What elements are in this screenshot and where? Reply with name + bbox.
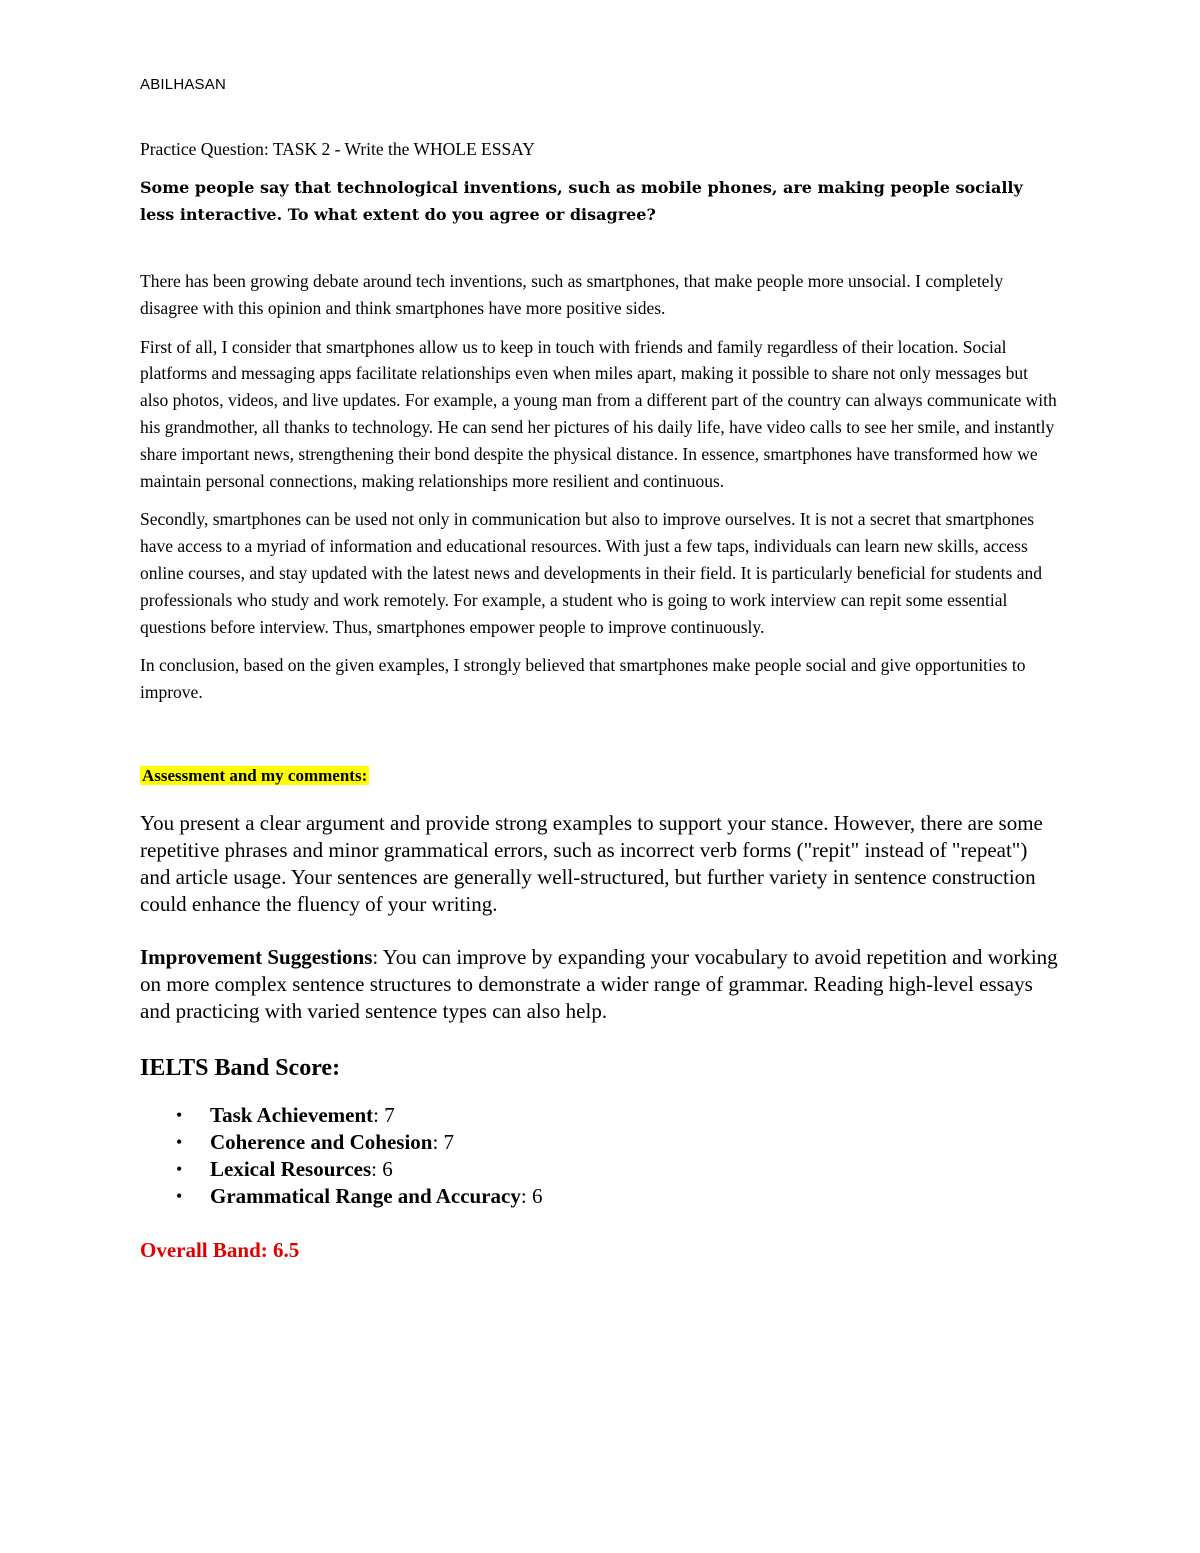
practice-question: Practice Question: TASK 2 - Write the WHOLE ESSAY — [140, 139, 535, 159]
essay-prompt: Some people say that technological inventions, such as mobile phones, are making people socially less interactive. To what extent do you agree or disagree? — [140, 178, 1023, 224]
bullet-icon: • — [176, 1185, 183, 1206]
essay-paragraph: First of all, I consider that smartphones allow us to keep in touch with friends and family regardless of their location. Social platforms and messaging apps facilitate relationships even when miles apart, making it possible to share not only messages but also photos, videos, and live updates. For example, a young man from a different part of the country can always communicate with his grandmother, all thanks to technology. He can send her pictures of his daily life, have video calls to see her smile, and instantly share important news, strengthening their bond despite the physical distance. In essence, smartphones have transformed how we maintain personal connections, making relationships more resilient and continuous. — [140, 336, 1057, 491]
bullet-icon: • — [176, 1158, 183, 1179]
criterion-score: : 6 — [371, 1156, 393, 1181]
assessment-comment: You present a clear argument and provide strong examples to support your stance. However, there are some repetitive phrases and minor grammatical errors, such as incorrect verb forms ("repit" instead of "repeat") and article usage. Your sentences are generally well-structured, but further variety in sentence construction could enhance the fluency of your writing. — [140, 810, 1043, 916]
criterion-score: : 7 — [373, 1102, 395, 1127]
essay-paragraph: In conclusion, based on the given examples, I strongly believed that smartphones make people social and give opportunities to improve. — [140, 655, 1026, 703]
band-score-item — [140, 1102, 1060, 1129]
criterion-label: Grammatical Range and Accuracy — [210, 1183, 521, 1208]
criterion-label: Lexical Resources — [210, 1156, 372, 1181]
essay-paragraph: Secondly, smartphones can be used not only in communication but also to improve ourselves. It is not a secret that smartphones have access to a myriad of information and educational resources. With just a few taps, individuals can learn new skills, access online courses, and stay updated with the latest news and developments in their field. It is particularly beneficial for students and professionals who study and work remotely. For example, a student who is going to work interview can repit some essential questions before interview. Thus, smartphones empower people to improve continuously. — [140, 509, 1042, 637]
criterion-label: Task Achievement — [210, 1102, 374, 1127]
band-score-item — [140, 1183, 1060, 1210]
band-score-title: IELTS Band Score: — [140, 1054, 341, 1081]
assessment-heading-highlight: Assessment and my comments: — [142, 765, 368, 785]
author-header: ABILHASAN — [140, 76, 226, 93]
document-page — [140, 76, 1060, 1263]
assessment-heading — [140, 766, 1060, 786]
improvement-text: : You can improve by expanding your vocabulary to avoid repetition and working on more complex sentence structures to demonstrate a wider range of grammar. Reading high-level essays and practicing with varied sentence types can also help. — [140, 944, 1058, 1023]
criterion-label: Coherence and Cohesion — [210, 1129, 433, 1154]
overall-band: Overall Band: 6.5 — [140, 1237, 300, 1262]
criterion-score: : 6 — [520, 1183, 543, 1208]
improvement-suggestions — [140, 944, 1060, 1025]
band-score-item — [140, 1156, 1060, 1183]
criterion-score: : 7 — [432, 1129, 455, 1154]
band-score-item — [140, 1129, 1060, 1156]
band-score-list — [140, 1102, 1060, 1210]
bullet-icon: • — [176, 1104, 183, 1125]
improvement-label: Improvement Suggestions — [140, 944, 373, 969]
essay-paragraph: There has been growing debate around tech inventions, such as smartphones, that make people more unsocial. I completely disagree with this opinion and think smartphones have more positive sides. — [140, 271, 1004, 318]
essay-body — [140, 268, 1060, 706]
bullet-icon: • — [176, 1131, 183, 1152]
